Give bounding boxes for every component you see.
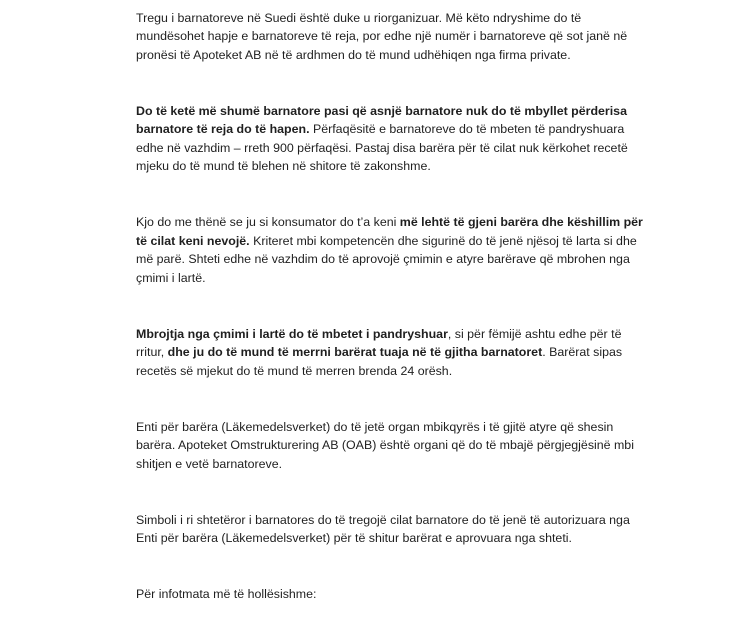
text-segment: , si për fëmijë ashtu edhe për të rritur, bbox=[136, 326, 622, 359]
text-segment: Kjo do me thënë se ju si konsumator do t’a keni bbox=[136, 215, 400, 229]
bold-text-segment: Do të ketë më shumë barnatore pasi që asnjë barnatore nuk do të mbyllet përderisa barnatore të reja do të hapen. bbox=[136, 103, 627, 136]
document-body bbox=[136, 0, 736, 623]
bold-text-segment: Mbrojtja nga çmimi i lartë do të mbetet i pandryshuar bbox=[136, 326, 448, 341]
text-segment: Simboli i ri shtetëror i barnatores do të tregojë cilat barnatore do të jenë të autorizuara nga Enti për barëra (Läkemedelsverket) për të shitur barërat e aprovuara nga shteti. bbox=[136, 512, 630, 545]
text-segment: Enti për barëra (Läkemedelsverket) do të jetë organ mbikqyrës i të gjitë atyre që shesin barëra. Apoteket Omstrukturering AB (OAB) është organi që do të mbajë përgjegjësinë mbi shitjen e vetë barnatoreve. bbox=[136, 419, 634, 471]
paragraph-intro bbox=[136, 0, 736, 64]
paragraph-agency bbox=[136, 399, 736, 473]
text-segment: Për infotmata më të hollësishme: bbox=[136, 587, 317, 601]
bold-text-segment: më lehtë të gjeni barëra dhe këshillim për të cilat keni nevojë. bbox=[136, 215, 643, 248]
text-segment: Kriteret mbi kompetencën dhe sigurinë do të jenë njësoj të larta si dhe më parë. Shteti edhe në vazhdim do të aprovojë çmimin e atyre barërave që mbrohen nga çmimi i lartë. bbox=[136, 233, 637, 285]
paragraph-price-protection bbox=[136, 306, 736, 380]
paragraph-symbol bbox=[136, 492, 736, 548]
bold-text-segment: dhe ju do të mund të merrni barërat tuaja në të gjitha barnatoret bbox=[167, 345, 543, 359]
text-segment: . Barërat sipas recetës së mjekut do të mund të merren brenda 24 orësh. bbox=[136, 345, 623, 378]
paragraph-more-pharmacies bbox=[136, 83, 736, 176]
paragraph-more-info bbox=[136, 567, 736, 604]
text-segment: Tregu i barnatoreve në Suedi është duke u riorganizuar. Më këto ndryshime do të mundësohet hapje e barnatoreve të reja, por edhe një numër i barnatoreve që sot janë në pronësi të Apoteket AB në të ardhmen do të mund udhëhiqen nga firma private. bbox=[136, 10, 628, 62]
text-segment: Përfaqësitë e barnatoreve do të mbeten të pandryshuara edhe në vazhdim – rreth 900 përfaqësi. Pastaj disa barëra për të cilat nuk kërkohet recetë mjeku do të mund të blehen në shitore të zakonshme. bbox=[136, 122, 628, 173]
paragraph-consumer bbox=[136, 195, 736, 288]
